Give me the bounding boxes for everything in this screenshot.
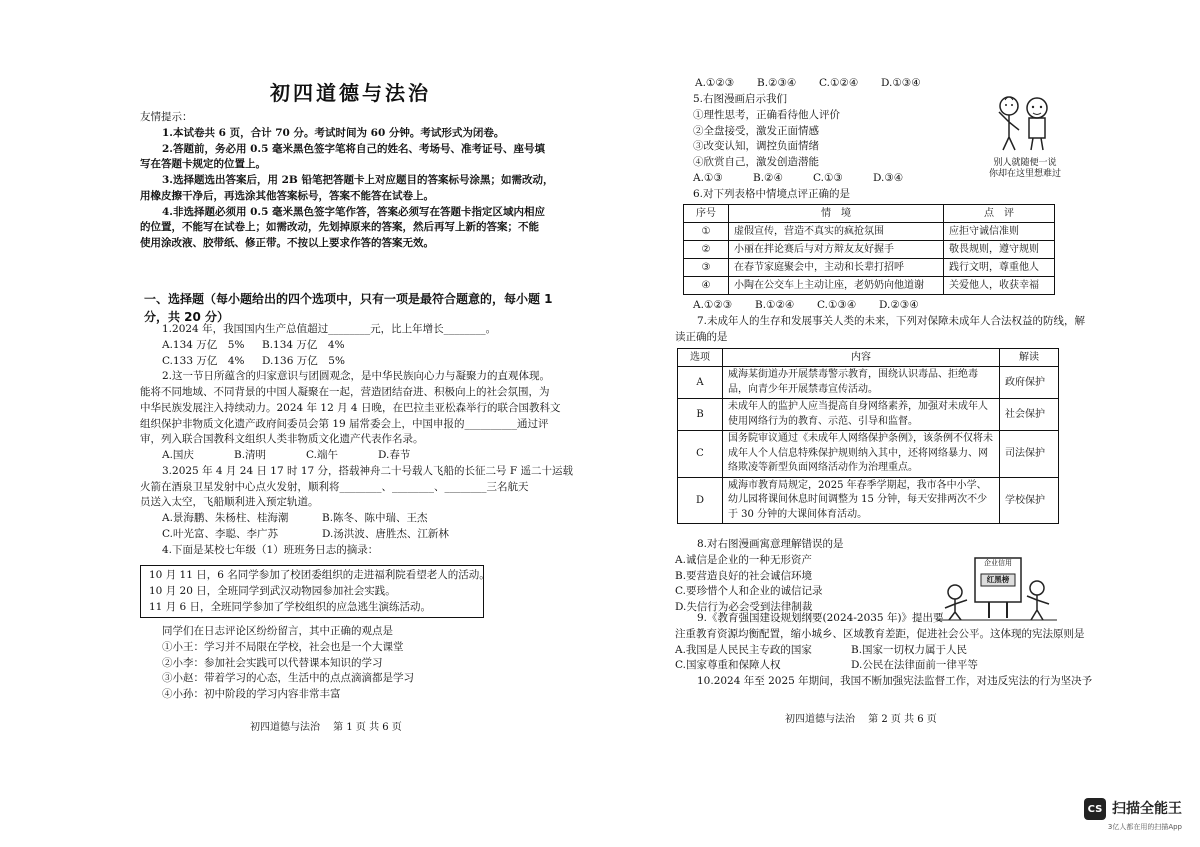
tip-line: 的位置，不能写在试卷上；如需改动，先划掉原来的答案，然后再写上新的答案；不能 <box>140 221 539 234</box>
table-cell: 学校保护 <box>1000 477 1059 524</box>
question-1-options <box>140 338 560 354</box>
tip-line: 4.非选择题必须用 0.5 毫米黑色签字笔作答，答案必须写在答题卡指定区域内相应 <box>162 205 546 218</box>
question-9-options <box>675 658 1075 674</box>
table-header: 情 境 <box>729 205 944 223</box>
option: C.①③ <box>813 171 843 184</box>
question-8-stem: 8.对右图漫画寓意理解错误的是 <box>697 538 844 550</box>
question-2-line: 中华民族发展注入持续动力。2024 年 12 月 4 日晚，在巴拉圭亚松森举行的联合国教科文 <box>140 401 561 414</box>
page-title: 初四道德与法治 <box>270 81 431 105</box>
table-cell: C <box>678 431 723 478</box>
question-9-line: 9.《教育强国建设规划纲要(2024-2035 年)》提出要 <box>697 612 944 624</box>
table-cell: ① <box>684 223 729 241</box>
question-3-line: 火箭在酒泉卫星发射中心点火发射，顺利将________、________、________三名航天 <box>140 480 529 493</box>
option: A.①②③ <box>693 299 733 311</box>
comment-item: ④小孙：初中阶段的学习内容非常丰富 <box>162 688 341 700</box>
table-cell: 威海某街道办开展禁毒警示教育，围绕认识毒品、拒绝毒品，向青少年开展禁毒宣传活动。 <box>723 367 1000 399</box>
table-cell: 敬畏规则，遵守规则 <box>944 241 1055 259</box>
table-header-row <box>684 205 1055 223</box>
question-5-stem: 5.右图漫画启示我们 <box>693 93 788 105</box>
question-2-line: 2.这一节日所蕴含的归家意识与团圆观念，是中华民族向心力与凝聚力的直观体现。 <box>162 370 551 383</box>
table-header: 点 评 <box>944 205 1055 223</box>
q5-item: ④欣赏自己，激发创造潜能 <box>693 156 819 168</box>
option: B.国家一切权力属于人民 <box>851 643 968 656</box>
question-8 <box>675 537 935 616</box>
table-row <box>684 259 1055 277</box>
option: B.清明 <box>234 449 267 461</box>
option: A.景海鹏、朱杨柱、桂海潮 <box>162 512 289 524</box>
q6-options <box>693 298 1073 314</box>
question-3-line: 员送入太空，飞船顺利进入预定轨道。 <box>140 496 319 509</box>
watermark-logo <box>1084 798 1182 820</box>
table-row <box>684 223 1055 241</box>
option: D.汤洪波、唐胜杰、江新林 <box>322 527 449 540</box>
option: D.②③④ <box>879 299 919 311</box>
question-4: 4.下面是某校七年级（1）班班务日志的摘录： <box>162 543 379 556</box>
question-3-options <box>140 527 560 543</box>
credit-board-title: 企业信用 <box>984 559 1012 567</box>
table-row <box>684 241 1055 259</box>
tip-line: 写在答题卡规定的位置上。 <box>140 158 266 171</box>
option: A.我国是人民民主专政的国家 <box>675 643 812 656</box>
tip-line: 1.本试卷共 6 页，合计 70 分。考试时间为 60 分钟。考试形式为闭卷。 <box>162 126 505 139</box>
option: C.①③④ <box>817 299 857 311</box>
comic-caption: 别人就随便一说 <box>993 157 1057 168</box>
watermark-tagline: 3亿人都在用的扫描App <box>1107 823 1182 831</box>
option: B.陈冬、陈中瑞、王杰 <box>322 512 428 524</box>
table-header: 序号 <box>684 205 729 223</box>
question-3-options <box>140 511 560 527</box>
section-1-heading <box>144 290 564 326</box>
tip-line: 2.答题前，务必用 0.5 毫米黑色签字笔将自己的姓名、考场号、准考证号、座号填 <box>162 142 546 155</box>
option: B.134 万亿 4% <box>262 338 345 351</box>
section-heading-line: 分，共 20 分） <box>144 310 230 324</box>
table-cell: 关爱他人，收获幸福 <box>944 277 1055 295</box>
question-7-line: 7.未成年人的生存和发展事关人类的未来，下列对保障未成年人合法权益的防线，解 <box>697 315 1086 327</box>
question-7-stem <box>675 314 1086 346</box>
option: B.②④ <box>753 171 783 184</box>
option: D.136 万亿 5% <box>262 354 345 367</box>
tips-block <box>140 110 560 252</box>
tip-line: 使用涂改液、胶带纸、修正带。不按以上要求作答的答案无效。 <box>140 237 434 249</box>
table-cell: 社会保护 <box>1000 399 1059 431</box>
table-row <box>678 399 1059 431</box>
option: C.国家尊重和保障人权 <box>675 659 781 672</box>
option: A.134 万亿 5% <box>162 338 245 351</box>
table-cell: 威海市教育局规定，2025 年春季学期起，我市各中小学、幼儿园将课间休息时间调整为 15 分钟，每天安排两次不少于 30 分钟的大课间体育活动。 <box>723 477 1000 524</box>
tip-line: 3.选择题选出答案后，用 2B 铅笔把答题卡上对应题目的答案标号涂黑；如需改动， <box>162 174 554 186</box>
table-row <box>684 277 1055 295</box>
option: C.133 万亿 4% <box>162 354 245 367</box>
q5-item: ②全盘接受，激发正面情感 <box>693 124 819 137</box>
table-row <box>678 431 1059 478</box>
table-cell: 政府保护 <box>1000 367 1059 399</box>
option: A.①③ <box>693 171 723 184</box>
comic-illustration-q5 <box>975 92 1075 181</box>
q4-options-cont <box>695 76 1075 92</box>
option: B.①②④ <box>755 299 795 311</box>
table-cell: ③ <box>684 259 729 277</box>
option: C.要珍惜个人和企业的诚信记录 <box>675 585 823 598</box>
q7-table <box>677 348 1059 524</box>
option: A.诚信是企业的一种无形资产 <box>675 553 812 566</box>
table-cell: 小丽在拌论赛后与对方辩友友好握手 <box>729 241 944 259</box>
question-9-options <box>675 643 1075 659</box>
question-1: 1.2024 年，我国国内生产总值超过________元，比上年增长________。 <box>162 323 497 335</box>
option: D.①③④ <box>881 77 921 89</box>
camscanner-logo-icon: CS <box>1084 798 1106 820</box>
question-9 <box>675 611 1093 690</box>
comment-item: ②小李：参加社会实践可以代替课本知识的学习 <box>162 656 383 669</box>
table-cell: 国务院审议通过《未成年人网络保护条例》，该条例不仅将未成年人个人信息特殊保护规则纳入其中，还将网络暴力、网络欺凌等新型负面网络活动作为治理重点。 <box>723 431 1000 478</box>
question-2-line: 组织保护非物质文化遗产政府间委员会第 19 届常委会上，中国申报的__________通过评 <box>140 417 549 430</box>
credit-board-label: 红黑榜 <box>986 575 1010 584</box>
question-10-stem: 10.2024 年至 2025 年期间，我国不断加强宪法监督工作，对违反宪法的行为坚决予 <box>697 675 1093 687</box>
table-cell: 司法保护 <box>1000 431 1059 478</box>
question-2-options <box>140 448 560 464</box>
diary-entry: 10 月 11 日，6 名同学参加了校团委组织的走进福利院看望老人的活动。 <box>149 569 490 581</box>
table-cell: 应拒守诚信准则 <box>944 223 1055 241</box>
option: C.端午 <box>306 449 338 461</box>
diary-entry: 11 月 6 日，全班同学参加了学校组织的应急逃生演练活动。 <box>149 600 432 613</box>
question-2-line: 审，列入联合国教科文组织人类非物质文化遗产代表作名录。 <box>140 433 424 446</box>
table-cell: ④ <box>684 277 729 295</box>
table-row <box>678 477 1059 524</box>
table-cell: 在春节家庭聚会中，主动和长辈打招呼 <box>729 259 944 277</box>
table-header: 解读 <box>1000 349 1059 367</box>
option: B.②③④ <box>757 77 797 89</box>
table-cell: ② <box>684 241 729 259</box>
table-header-row <box>678 349 1059 367</box>
option: D.春节 <box>378 449 411 461</box>
comment-item: ③小赵：带着学习的心态，生活中的点点滴滴都是学习 <box>162 672 414 685</box>
diary-box <box>140 565 490 618</box>
table-cell: 未成年人的监护人应当提高自身网络素养，加强对未成年人使用网络行为的教育、示范、引导和监督。 <box>723 399 1000 431</box>
option: D.公民在法律面前一律平等 <box>851 659 978 672</box>
table-cell: D <box>678 477 723 524</box>
table-cell: 虚假宣传，营造不真实的疯抢氛围 <box>729 223 944 241</box>
option: A.①②③ <box>695 77 735 89</box>
table-cell: B <box>678 399 723 431</box>
comment-item: ①小王：学习并不局限在学校，社会也是一个大课堂 <box>162 640 404 653</box>
option: B.要营造良好的社会诚信环境 <box>675 569 813 582</box>
option: C.叶光富、李聪、李广苏 <box>162 527 278 540</box>
diary-entry: 10 月 20 日，全班同学到武汉动物园参加社会实践。 <box>149 584 396 597</box>
question-5-options <box>693 171 983 187</box>
table-cell: A <box>678 367 723 399</box>
question-1-options <box>140 354 560 370</box>
question-3-line: 3.2025 年 4 月 24 日 17 时 17 分，搭载神舟二十号载人飞船的长征二号 F 遥二十运载 <box>162 464 574 477</box>
comic-caption: 你却在这里想难过 <box>988 169 1061 180</box>
table-row <box>678 367 1059 399</box>
table-cell: 践行文明，尊重他人 <box>944 259 1055 277</box>
section-heading-line: 一、选择题（每小题给出的四个选项中，只有一项是最符合题意的，每小题 1 <box>144 292 553 306</box>
tip-line: 用橡皮擦干净后，再选涂其他答案标号，答案不能答在试卷上。 <box>140 189 434 202</box>
q5-item: ①理性思考，正确看待他人评价 <box>693 108 840 121</box>
question-4-prompt: 同学们在日志评论区纷纷留言，其中正确的观点是 <box>162 625 393 637</box>
table-header: 内容 <box>723 349 1000 367</box>
option: D.③④ <box>873 171 904 184</box>
table-cell: 小陶在公交车上主动让座，老奶奶向他道谢 <box>729 277 944 295</box>
question-7-line: 读正确的是 <box>675 330 728 343</box>
question-6-stem: 6.对下列表格中情境点评正确的是 <box>693 187 851 200</box>
questions-left <box>140 322 574 558</box>
comic-figures-icon <box>975 92 1075 152</box>
question-5 <box>693 92 983 202</box>
page-footer: 初四道德与法治 第 2 页 共 6 页 <box>785 714 937 725</box>
option: D.失信行为必会受到法律制裁 <box>675 601 813 613</box>
question-9-line: 注重教育资源均衡配置，缩小城乡、区域教育差距，促进社会公平。这体现的宪法原则是 <box>675 627 1085 640</box>
q6-table <box>683 204 1055 295</box>
page-footer: 初四道德与法治 第 1 页 共 6 页 <box>250 722 402 733</box>
question-4-comments <box>140 624 560 703</box>
option: C.①②④ <box>819 77 859 89</box>
tips-heading: 友情提示： <box>140 111 193 123</box>
option: A.国庆 <box>162 449 194 461</box>
question-2-line: 能将不同地域、不同背景的中国人凝聚在一起，营造团结奋进、积极向上的社会氛围，为 <box>140 386 550 398</box>
q5-item: ③改变认知，调控负面情绪 <box>693 140 819 153</box>
watermark-app-name: 扫描全能王 <box>1112 800 1182 817</box>
table-header: 选项 <box>678 349 723 367</box>
scanner-watermark <box>1084 798 1182 833</box>
